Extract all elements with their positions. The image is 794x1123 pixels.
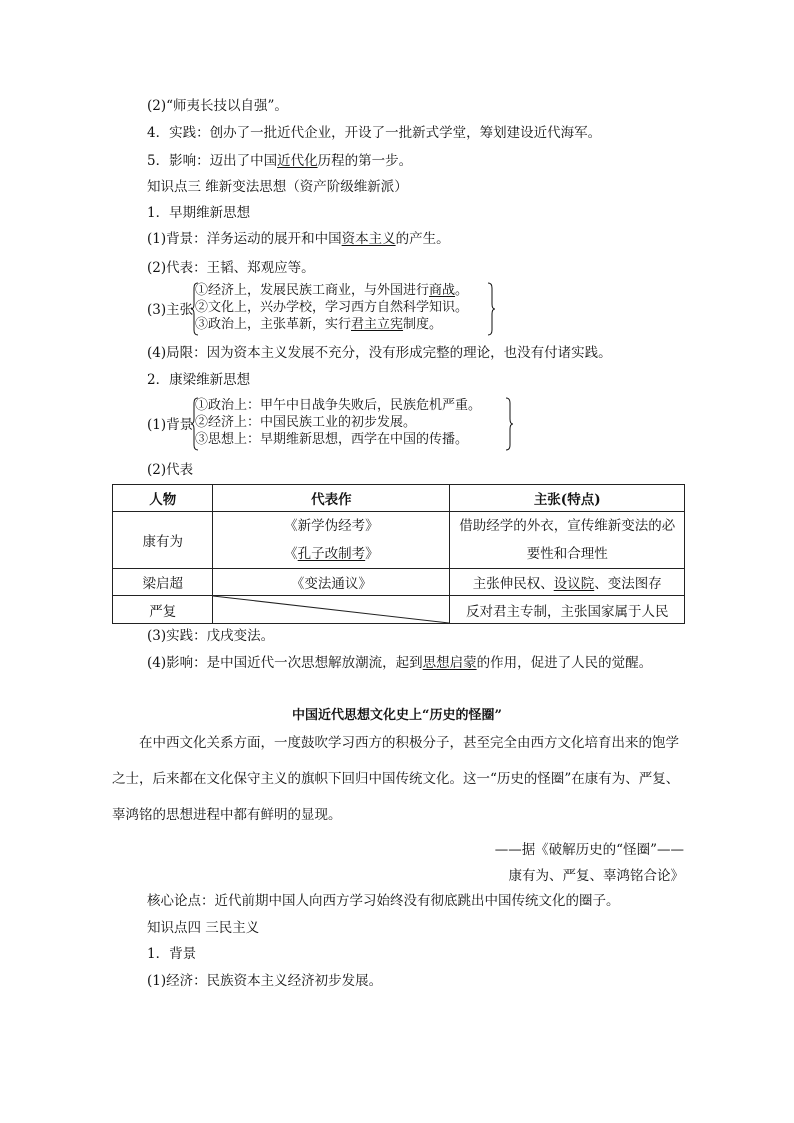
underlined-term: 近代化 <box>277 153 318 169</box>
underlined-term: 商战 <box>429 283 456 298</box>
text-economy: (1)经济：民族资本主义经济初步发展。 <box>147 973 383 989</box>
text-influence-2 <box>147 654 652 672</box>
header-claim: 主张(特点) <box>450 485 685 512</box>
cell-work-empty <box>213 596 450 624</box>
text-core-point: 核心论点：近代前期中国人向西方学习始终没有彻底跳出中国传统文化的圈子。 <box>147 893 620 909</box>
text-seg: (1)背景：洋务运动的展开和中国 <box>147 231 342 247</box>
text-seg: 》 <box>365 546 379 562</box>
underlined-term: 设议院 <box>553 576 595 592</box>
subheading-background: 1．背景 <box>147 946 197 962</box>
text-seg: 《 <box>284 546 298 562</box>
text-influence <box>147 152 412 170</box>
text-seg: ③政治上，主张革新，实行 <box>195 317 352 332</box>
header-person: 人物 <box>113 485 213 512</box>
background-item-1: ①政治上：甲午中日战争失败后，民族危机严重。 <box>195 398 482 413</box>
text-seg: 历程的第一步。 <box>317 153 413 169</box>
underlined-term: 君主立宪 <box>351 317 404 332</box>
underlined-term: 资本主义 <box>341 231 396 247</box>
text-seg: 的作用，促进了人民的觉醒。 <box>476 655 653 671</box>
claims-group <box>147 282 507 336</box>
cell-work <box>213 512 450 569</box>
cell-person: 康有为 <box>113 512 213 569</box>
text-seg: (4)影响：是中国近代一次思想解放潮流，起到 <box>147 655 423 671</box>
background-item-2: ②经济上：中国民族工业的初步发展。 <box>195 415 417 430</box>
diagonal-slash <box>213 596 449 623</box>
cell-claim <box>450 512 685 569</box>
text-seg: 5．影响：迈出了中国 <box>147 153 278 169</box>
right-brace-icon <box>505 397 513 451</box>
underlined-term: 孔子改制考 <box>297 546 366 562</box>
section-heading-3: 知识点三 维新变法思想（资产阶级维新派） <box>147 179 408 195</box>
claims-label: (3)主张 <box>147 302 194 318</box>
box-title: 中国近代思想文化史上“历史的怪圈” <box>292 708 502 723</box>
work-title: 《新学伪经考》 <box>284 518 379 534</box>
text-seg: 主张伸民权、 <box>472 576 554 592</box>
claim-item-3 <box>195 316 468 333</box>
box-paragraph: 在中西文化关系方面，一度鼓吹学习西方的积极分子，甚至完全由西方文化培育出来的饱学之士，后来都在文化保守主义的旗帜下回归中国传统文化。这一“历史的怪圈”在康有为、严复、辜鸿铭的思想进程中都有鲜明的显现。 <box>112 735 680 823</box>
subheading-early-reform: 1．早期维新思想 <box>147 205 251 221</box>
text-practice-2: (3)实践：戊戌变法。 <box>147 628 275 644</box>
claim-item-2: ②文化上，兴办学校，学习西方自然科学知识。 <box>195 300 469 315</box>
cell-claim <box>450 569 685 596</box>
text-representatives: (2)代表：王韬、郑观应等。 <box>147 260 315 276</box>
table-row <box>113 512 685 569</box>
table-row <box>113 596 685 624</box>
text-limitation: (4)局限：因为资本主义发展不充分，没有形成完整的理论，也没有付诸实践。 <box>147 345 612 361</box>
table-row <box>113 569 685 596</box>
text-seg: ①经济上，发展民族工商业，与外国进行 <box>195 283 430 298</box>
background-item-3: ③思想上：早期维新思想，西学在中国的传播。 <box>195 432 469 447</box>
claim-item-1 <box>195 282 468 299</box>
text-practice: 4．实践：创办了一批近代企业，开设了一批新式学堂，筹划建设近代海军。 <box>147 125 602 141</box>
representatives-table <box>112 484 685 624</box>
cell-claim: 反对君主专制，主张国家属于人民 <box>450 596 685 624</box>
text-seg: 的产生。 <box>395 231 450 247</box>
table-header-row <box>113 485 685 512</box>
text-seg: 。 <box>455 283 469 298</box>
cell-person: 严复 <box>113 596 213 624</box>
background-label: (1)背景 <box>147 417 194 433</box>
text-seg: 、变法图存 <box>594 576 662 592</box>
underlined-term: 思想启蒙 <box>422 655 477 671</box>
background-group <box>147 397 517 451</box>
right-brace-icon <box>487 282 495 336</box>
source-line-1: ——据《破解历史的“怪圈”—— <box>494 842 684 858</box>
claim-line: 要性和合理性 <box>526 546 608 562</box>
work-title <box>217 540 445 568</box>
text-shiyi: (2)“师夷长技以自强”。 <box>147 98 288 114</box>
cell-work: 《变法通议》 <box>213 569 450 596</box>
text-background <box>147 230 450 248</box>
header-work: 代表作 <box>213 485 450 512</box>
cell-person: 梁启超 <box>113 569 213 596</box>
text-seg: 制度。 <box>403 317 443 332</box>
source-line-2: 康有为、严复、辜鸿铭合论》 <box>508 868 684 884</box>
section-heading-4: 知识点四 三民主义 <box>147 920 260 936</box>
text-representatives-2: (2)代表 <box>147 462 194 478</box>
subheading-kang-liang: 2．康梁维新思想 <box>147 372 251 388</box>
claim-line: 借助经学的外衣，宣传维新变法的必 <box>459 518 676 534</box>
